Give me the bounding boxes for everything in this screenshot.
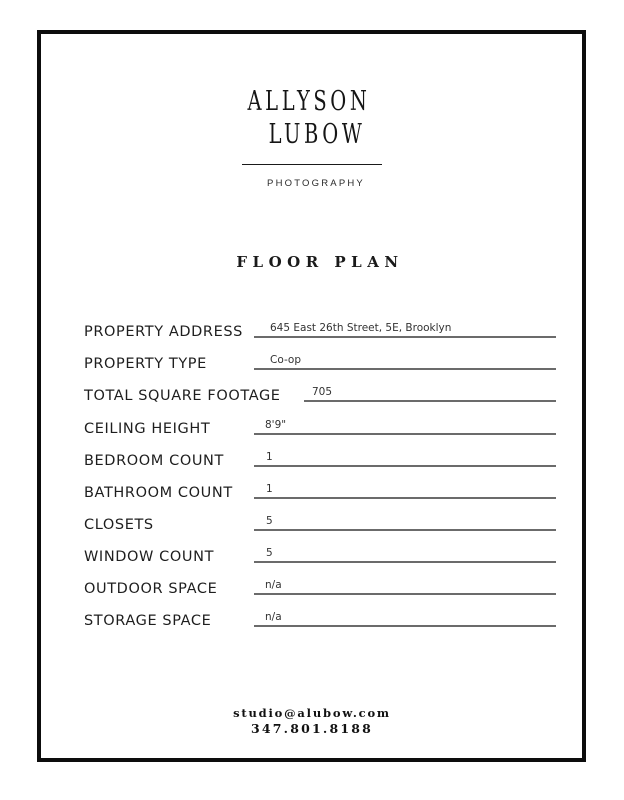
- field-underline: [254, 497, 556, 499]
- field-label: TOTAL SQUARE FOOTAGE: [84, 388, 281, 404]
- field-label: WINDOW COUNT: [84, 549, 215, 565]
- field-storage-space: [84, 601, 556, 629]
- field-label: PROPERTY ADDRESS: [84, 324, 243, 340]
- field-value[interactable]: 5: [266, 515, 273, 527]
- field-underline: [304, 400, 556, 402]
- field-property-type: [84, 344, 556, 372]
- field-closets: [84, 505, 556, 533]
- field-value[interactable]: n/a: [265, 611, 282, 623]
- field-underline: [254, 368, 556, 370]
- field-label: STORAGE SPACE: [84, 613, 212, 629]
- field-bedroom-count: [84, 441, 556, 469]
- contact-phone[interactable]: 347.801.8188: [250, 721, 374, 736]
- field-underline: [254, 593, 556, 595]
- document-title: FLOOR PLAN: [236, 253, 404, 271]
- field-ceiling-height: [84, 409, 556, 437]
- field-label: CEILING HEIGHT: [84, 421, 211, 437]
- field-label: BEDROOM COUNT: [84, 453, 224, 469]
- field-underline: [254, 465, 556, 467]
- field-underline: [254, 561, 556, 563]
- field-underline: [254, 529, 556, 531]
- brand-subtitle: PHOTOGRAPHY: [267, 178, 365, 189]
- field-property-address: [84, 312, 556, 340]
- field-value[interactable]: n/a: [265, 579, 282, 591]
- field-bathroom-count: [84, 473, 556, 501]
- field-value[interactable]: 705: [312, 386, 333, 398]
- field-label: BATHROOM COUNT: [84, 485, 233, 501]
- field-label: CLOSETS: [84, 517, 154, 533]
- contact-email[interactable]: studio@alubow.com: [233, 706, 391, 720]
- field-value[interactable]: 5: [266, 547, 273, 559]
- field-value[interactable]: 1: [266, 483, 273, 495]
- field-underline: [254, 336, 556, 338]
- field-underline: [254, 625, 556, 627]
- field-outdoor-space: [84, 569, 556, 597]
- field-underline: [254, 433, 556, 435]
- field-label: OUTDOOR SPACE: [84, 581, 218, 597]
- field-value[interactable]: 1: [266, 451, 273, 463]
- field-value[interactable]: 645 East 26th Street, 5E, Brooklyn: [270, 322, 452, 334]
- brand-name-last: LUBOW: [268, 119, 366, 150]
- brand-name-first: ALLYSON: [247, 86, 371, 117]
- field-label: PROPERTY TYPE: [84, 356, 207, 372]
- field-window-count: [84, 537, 556, 565]
- field-value[interactable]: 8'9": [265, 419, 287, 431]
- field-value[interactable]: Co-op: [270, 354, 302, 366]
- brand-divider: [242, 164, 382, 165]
- field-total-square-footage: [84, 376, 556, 404]
